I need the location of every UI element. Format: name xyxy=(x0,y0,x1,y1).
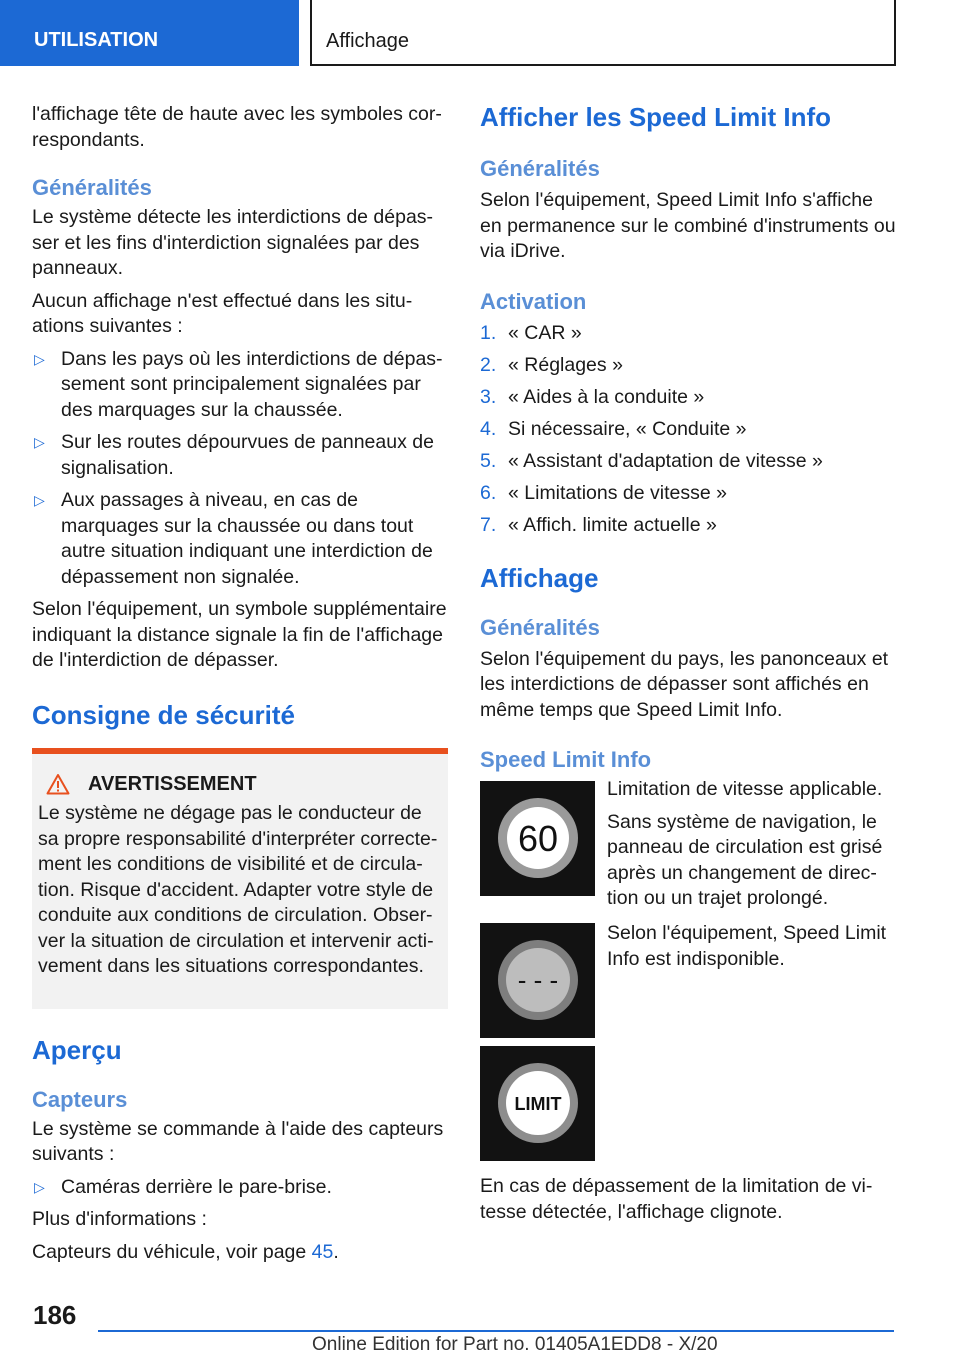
sli-description: Limitation de vitesse applicable. Sans système de navigation, le panneau de circulation est grisé après un changement de direc-tion ou un trajet prolongé. xyxy=(607,778,883,909)
capteurs-paragraph: Le système se commande à l'aide des capteurs suivants : xyxy=(32,1117,444,1165)
section-tab: UTILISATION xyxy=(0,0,299,66)
speed-value-text: 60 xyxy=(517,818,559,859)
generalites-paragraph: Selon l'équipement, Speed Limit Info s'affiche en permanence sur le combiné d'instruments ou via iDrive. xyxy=(480,189,896,262)
safety-heading: Consigne de sécurité xyxy=(32,699,295,730)
affichage-heading: Affichage xyxy=(480,562,599,593)
list-item: ▷ Dans les pays où les interdictions de dépas-sement sont principalement signalées par des marquages sur la chaussée. xyxy=(34,347,443,421)
closing-paragraph: En cas de dépassement de la limitation de vi-tesse détectée, l'affichage clignote. xyxy=(480,1175,873,1223)
warning-label: AVERTISSEMENT xyxy=(88,772,257,795)
warning-text: Le système ne dégage pas le conducteur de sa propre responsabilité d'interpréter correcte-ment les conditions de visibilité et de circula-tion. Risque d'accident. Adapter votre style de conduite aux conditions de circulation. Obser-ver la situation de circulation et intervenir acti-vement dans les situations correspondantes. xyxy=(38,802,438,977)
list-item: 6. « Limitations de vitesse » xyxy=(480,481,727,504)
speed-sign-dashes-image xyxy=(480,923,595,1038)
list-item: 3. « Aides à la conduite » xyxy=(480,385,705,408)
left-column xyxy=(32,102,448,1272)
dashes-text: - - - xyxy=(517,965,559,995)
page-header xyxy=(0,0,960,66)
warning-triangle-icon xyxy=(46,773,70,795)
right-column xyxy=(480,102,900,1232)
triangle-bullet-icon: ▷ xyxy=(34,434,45,450)
generalites-paragraph-2: Aucun affichage n'est effectué dans les situ-ations suivantes : xyxy=(32,289,413,337)
generalites-paragraph: Selon l'équipement du pays, les panonceaux et les interdictions de dépasser sont affichés en même temps que Speed Limit Info. xyxy=(480,647,889,721)
sli-row-unavailable xyxy=(480,921,900,1046)
capteurs-heading: Capteurs xyxy=(32,1086,128,1112)
list-item: ▷ Aux passages à niveau, en cas de marquages sur la chaussée ou dans tout autre situation indiquant une interdiction de dépassement non signalée. xyxy=(34,489,433,588)
generalites-heading: Généralités xyxy=(32,175,152,200)
activation-heading: Activation xyxy=(480,288,587,314)
triangle-bullet-icon: ▷ xyxy=(34,350,45,367)
page-reference: Capteurs du véhicule, voir page 45. xyxy=(32,1240,339,1263)
list-item: 1. « CAR » xyxy=(480,321,582,344)
generalites-paragraph: Le système détecte les interdictions de dépas-ser et les fins d'interdiction signalées par des panneaux. xyxy=(32,206,434,279)
more-info-text: Plus d'informations : xyxy=(32,1208,207,1230)
generalites-heading: Généralités xyxy=(480,614,600,640)
edition-text: Online Edition for Part no. 01405A1EDD8 - X/20 xyxy=(312,1334,718,1355)
speed-sign-limit-image xyxy=(480,1046,595,1161)
intro-text: l'affichage tête de haute avec les symboles cor-respondants. xyxy=(32,103,442,151)
list-item: 7. « Affich. limite actuelle » xyxy=(480,513,717,536)
speed-sign-60-image xyxy=(480,781,595,896)
limit-text: LIMIT xyxy=(514,1094,562,1114)
chapter-title: Affichage xyxy=(326,30,410,52)
apercu-heading: Aperçu xyxy=(32,1034,122,1065)
sli-row-60 xyxy=(480,777,900,921)
list-item: ▷ Sur les routes dépourvues de panneaux de signalisation. xyxy=(34,431,434,479)
list-item: 2. « Réglages » xyxy=(480,353,623,376)
list-item: ▷ Caméras derrière le pare-brise. xyxy=(32,1175,448,1201)
triangle-bullet-icon: ▷ xyxy=(34,492,45,508)
list-item: 4. Si nécessaire, « Conduite » xyxy=(480,417,747,440)
warning-box xyxy=(32,748,448,1009)
supplement-paragraph: Selon l'équipement, un symbole supplémentaire indiquant la distance signale la fin de l'affichage de l'interdiction de dépasser. xyxy=(32,598,447,671)
page-link[interactable]: 45 xyxy=(311,1240,334,1263)
footer-rule xyxy=(98,1330,894,1332)
sli-main-heading: Afficher les Speed Limit Info xyxy=(480,102,832,132)
sli-description: Selon l'équipement, Speed Limit Info est indisponible. xyxy=(607,922,887,970)
generalites-heading: Généralités xyxy=(480,156,600,181)
sli-row-limit xyxy=(480,1046,900,1174)
list-item: 5. « Assistant d'adaptation de vitesse » xyxy=(480,449,823,472)
warning-header xyxy=(38,772,440,798)
sli-heading: Speed Limit Info xyxy=(480,747,652,772)
triangle-bullet-icon: ▷ xyxy=(34,1178,45,1195)
page-number: 186 xyxy=(33,1300,77,1330)
